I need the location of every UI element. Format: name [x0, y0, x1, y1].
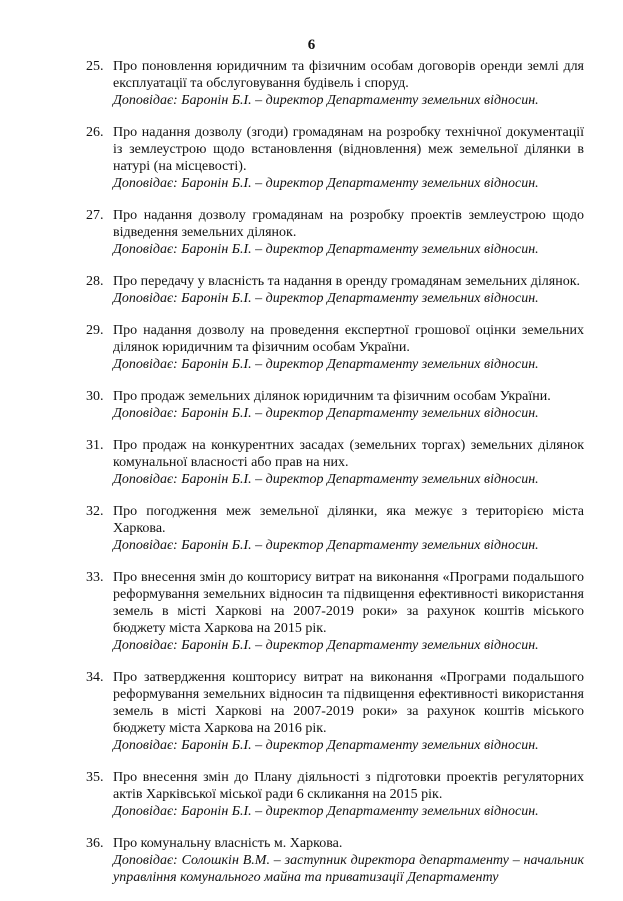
agenda-item: [86, 322, 584, 373]
agenda-item-speaker: Доповідає: Баронін Б.І. – директор Департаменту земельних відносин.: [113, 804, 539, 819]
agenda-item-title: Про передачу у власність та надання в оренду громадянам земельних ділянок.: [113, 274, 580, 289]
agenda-item-speaker: Доповідає: Баронін Б.І. – директор Департаменту земельних відносин.: [113, 176, 539, 191]
agenda-item-number: 35.: [86, 770, 104, 785]
agenda-list: [86, 58, 584, 901]
agenda-item-speaker: Доповідає: Солошкін В.М. – заступник директора департаменту – начальник управління комунального майна та приватизації Департаменту: [113, 853, 584, 885]
agenda-item-number: 26.: [86, 125, 104, 140]
agenda-item-title: Про внесення змін до кошторису витрат на виконання «Програми подальшого реформування земельних відносин та підвищення ефективності використання земель в місті Харкові на 2007-2019 роки» за рахунок коштів міського бюджету міста Харкова на 2015 рік.: [113, 570, 584, 636]
agenda-item-title: Про надання дозволу (згоди) громадянам на розробку технічної документації із землеустрою щодо встановлення (відновлення) меж земельної ділянки в натурі (на місцевості).: [113, 125, 584, 174]
agenda-item-speaker: Доповідає: Баронін Б.І. – директор Департаменту земельних відносин.: [113, 291, 539, 306]
agenda-item-number: 30.: [86, 389, 104, 404]
agenda-item-speaker: Доповідає: Баронін Б.І. – директор Департаменту земельних відносин.: [113, 638, 539, 653]
page-number: 6: [307, 37, 316, 53]
agenda-item: [86, 669, 584, 754]
agenda-item-number: 36.: [86, 836, 104, 851]
agenda-item: [86, 207, 584, 258]
agenda-item-speaker: Доповідає: Баронін Б.І. – директор Департаменту земельних відносин.: [113, 472, 539, 487]
agenda-item: [86, 437, 584, 488]
agenda-item-number: 27.: [86, 208, 104, 223]
agenda-item-speaker: Доповідає: Баронін Б.І. – директор Департаменту земельних відносин.: [113, 538, 539, 553]
agenda-item-number: 33.: [86, 570, 104, 585]
agenda-item: [86, 273, 584, 307]
agenda-item-speaker: Доповідає: Баронін Б.І. – директор Департаменту земельних відносин.: [113, 242, 539, 257]
agenda-item-speaker: Доповідає: Баронін Б.І. – директор Департаменту земельних відносин.: [113, 738, 539, 753]
agenda-item-number: 29.: [86, 323, 104, 338]
agenda-item: [86, 503, 584, 554]
agenda-item-title: Про надання дозволу громадянам на розробку проектів землеустрою щодо відведення земельних ділянок.: [113, 208, 584, 240]
agenda-item-title: Про надання дозволу на проведення експертної грошової оцінки земельних ділянок юридичним та фізичним особам України.: [113, 323, 584, 355]
agenda-item: [86, 124, 584, 192]
agenda-item-number: 28.: [86, 274, 104, 289]
agenda-item-number: 32.: [86, 504, 104, 519]
agenda-item: [86, 769, 584, 820]
agenda-item-title: Про продаж на конкурентних засадах (земельних торгах) земельних ділянок комунальної власності або прав на них.: [113, 438, 584, 470]
agenda-item-speaker: Доповідає: Баронін Б.І. – директор Департаменту земельних відносин.: [113, 93, 539, 108]
agenda-item: [86, 388, 584, 422]
agenda-item-number: 25.: [86, 59, 104, 74]
agenda-item-speaker: Доповідає: Баронін Б.І. – директор Департаменту земельних відносин.: [113, 357, 539, 372]
agenda-item-title: Про поновлення юридичним та фізичним особам договорів оренди землі для експлуатації та обслуговування будівель і споруд.: [113, 59, 584, 91]
agenda-item: [86, 835, 584, 886]
agenda-item-number: 34.: [86, 670, 104, 685]
agenda-item-title: Про погодження меж земельної ділянки, яка межує з територією міста Харкова.: [113, 504, 584, 536]
agenda-item: [86, 569, 584, 654]
agenda-item-title: Про продаж земельних ділянок юридичним та фізичним особам України.: [113, 389, 551, 404]
agenda-item-number: 31.: [86, 438, 104, 453]
agenda-item-title: Про затвердження кошторису витрат на виконання «Програми подальшого реформування земельних відносин та підвищення ефективності використання земель в місті Харкові на 2007-2019 роки» за рахунок коштів міського бюджету міста Харкова на 2016 рік.: [113, 670, 584, 736]
agenda-item: [86, 58, 584, 109]
agenda-item-speaker: Доповідає: Баронін Б.І. – директор Департаменту земельних відносин.: [113, 406, 539, 421]
agenda-item-title: Про внесення змін до Плану діяльності з підготовки проектів регуляторних актів Харківської міської ради 6 скликання на 2015 рік.: [113, 770, 584, 802]
agenda-item-title: Про комунальну власність м. Харкова.: [113, 836, 343, 851]
